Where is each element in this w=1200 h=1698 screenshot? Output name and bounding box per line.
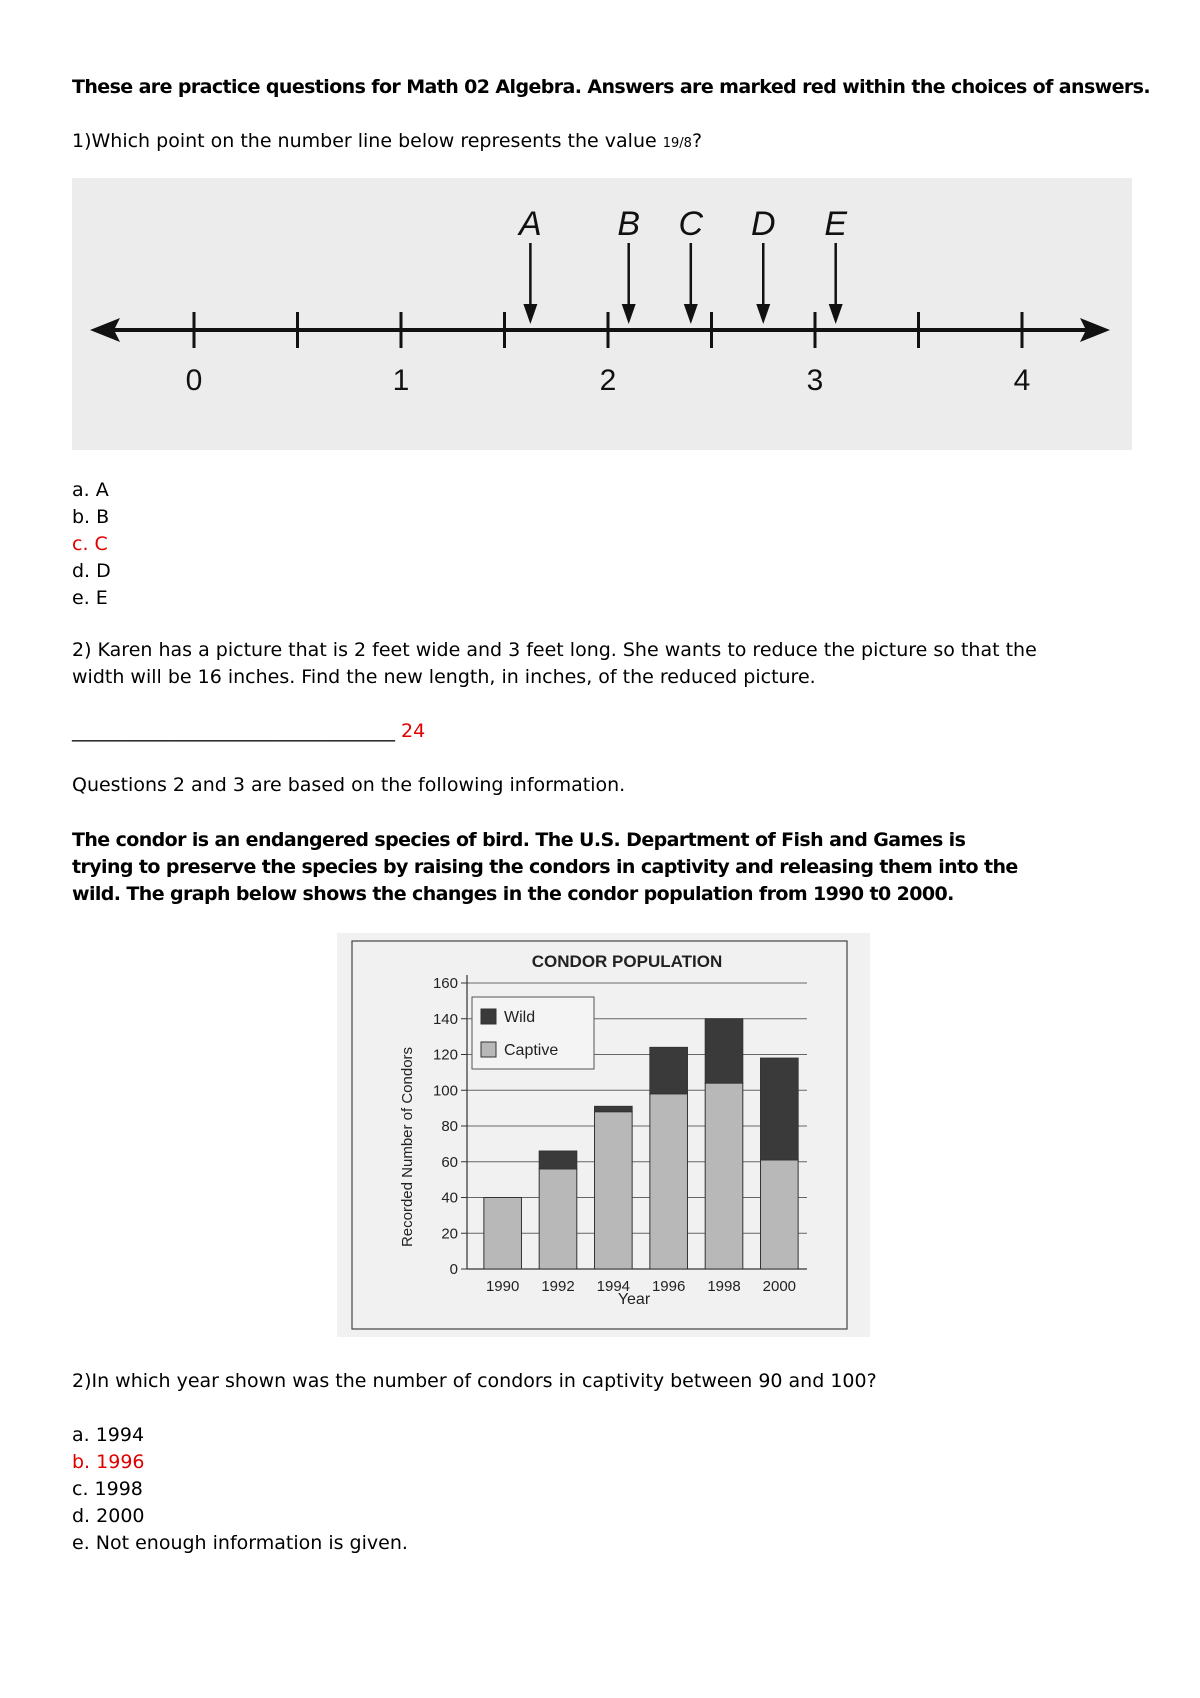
condor-chart [337,933,870,1337]
legend-label-wild: Wild [504,1009,536,1026]
number-line-figure [72,178,1132,450]
question-3-choice-4: e. Not enough information is given. [72,1532,408,1554]
y-tick-label: 60 [441,1153,458,1171]
fraction-19-8: 19/8 [662,136,692,151]
question-3-choice-2: c. 1998 [72,1478,143,1500]
legend-swatch-captive [481,1042,496,1057]
legend-swatch-wild [481,1009,496,1024]
y-axis-label: Recorded Number of Condors [399,1046,416,1248]
y-tick-label: 100 [432,1082,458,1100]
question-1-choice-2: c. C [72,533,108,555]
bar-wild-1996 [650,1047,688,1093]
info-paragraph-line-2: trying to preserve the species by raising the condors in captivity and releasing them into the [72,856,1018,878]
number-line [72,178,1132,450]
question-2-line-2: width will be 16 inches. Find the new length, in inches, of the reduced picture. [72,666,816,688]
point-arrow-head-icon [622,304,636,324]
answer-blank: __________________________________ [72,720,395,742]
question-3-choice-0: a. 1994 [72,1424,145,1446]
question-2-answer: 24 [401,720,426,742]
x-tick-label: 1990 [485,1278,520,1295]
y-tick-label: 120 [432,1046,458,1064]
tick-label: 2 [599,364,617,397]
bar-captive-1990 [484,1198,522,1270]
question-1-end: ? [691,130,703,152]
question-1-choice-0: a. A [72,479,109,501]
question-1-choice-3: d. D [72,560,111,582]
chart-title: CONDOR POPULATION [531,952,723,971]
question-3-choice-1: b. 1996 [72,1451,145,1473]
point-label-D: D [750,205,776,243]
point-arrow-head-icon [829,304,843,324]
x-tick-label: 1992 [541,1278,575,1295]
bar-wild-1998 [705,1019,743,1083]
question-3-choice-3: d. 2000 [72,1505,145,1527]
bar-captive-2000 [761,1160,799,1269]
y-tick-label: 40 [441,1189,458,1207]
point-arrow-head-icon [684,304,698,324]
point-arrow-head-icon [756,304,770,324]
x-tick-label: 1996 [651,1278,686,1295]
legend-label-captive: Captive [504,1042,559,1059]
tick-label: 1 [392,364,410,397]
info-paragraph-line-3: wild. The graph below shows the changes in the condor population from 1990 t0 2000. [72,883,954,905]
y-tick-label: 160 [432,975,458,992]
y-tick-label: 140 [432,1010,458,1028]
y-tick-label: 0 [449,1261,458,1278]
bar-wild-1992 [539,1151,577,1169]
point-label-C: C [678,205,704,243]
bar-captive-1992 [539,1169,577,1269]
question-1-choice-1: b. B [72,506,110,528]
question-2-answer-line [72,718,425,745]
bar-captive-1996 [650,1094,688,1269]
condor-chart-figure [337,933,870,1337]
question-3-choices [72,1422,408,1557]
tick-label: 0 [185,364,203,397]
point-label-B: B [617,205,641,243]
point-label-A: A [519,205,542,243]
question-2-line-1: 2) Karen has a picture that is 2 feet wide and 3 feet long. She wants to reduce the picture so that the [72,639,1037,661]
y-tick-label: 20 [441,1225,458,1243]
x-tick-label: 2000 [762,1278,797,1295]
info-heading: Questions 2 and 3 are based on the following information. [72,774,626,796]
question-1-prompt [72,128,702,157]
x-tick-label: 1998 [707,1278,741,1295]
x-axis-label: Year [617,1291,651,1308]
bar-captive-1998 [705,1083,743,1269]
bar-captive-1994 [595,1112,633,1269]
question-3-prompt: 2)In which year shown was the number of condors in captivity between 90 and 100? [72,1370,877,1392]
intro-heading: These are practice questions for Math 02 Algebra. Answers are marked red within the choices of answers. [72,76,1150,98]
question-1-text: 1)Which point on the number line below represents the value [72,130,657,152]
point-arrow-head-icon [523,304,537,324]
tick-label: 4 [1013,364,1031,397]
y-tick-label: 80 [441,1118,458,1135]
info-paragraph-line-1: The condor is an endangered species of bird. The U.S. Department of Fish and Games is [72,829,966,851]
question-1-choice-4: e. E [72,587,108,609]
tick-label: 3 [806,364,824,397]
bar-wild-1994 [595,1106,633,1111]
question-1-choices [72,477,111,612]
bar-wild-2000 [761,1058,799,1160]
x-tick-label: 1994 [596,1278,631,1295]
point-label-E: E [824,205,848,243]
